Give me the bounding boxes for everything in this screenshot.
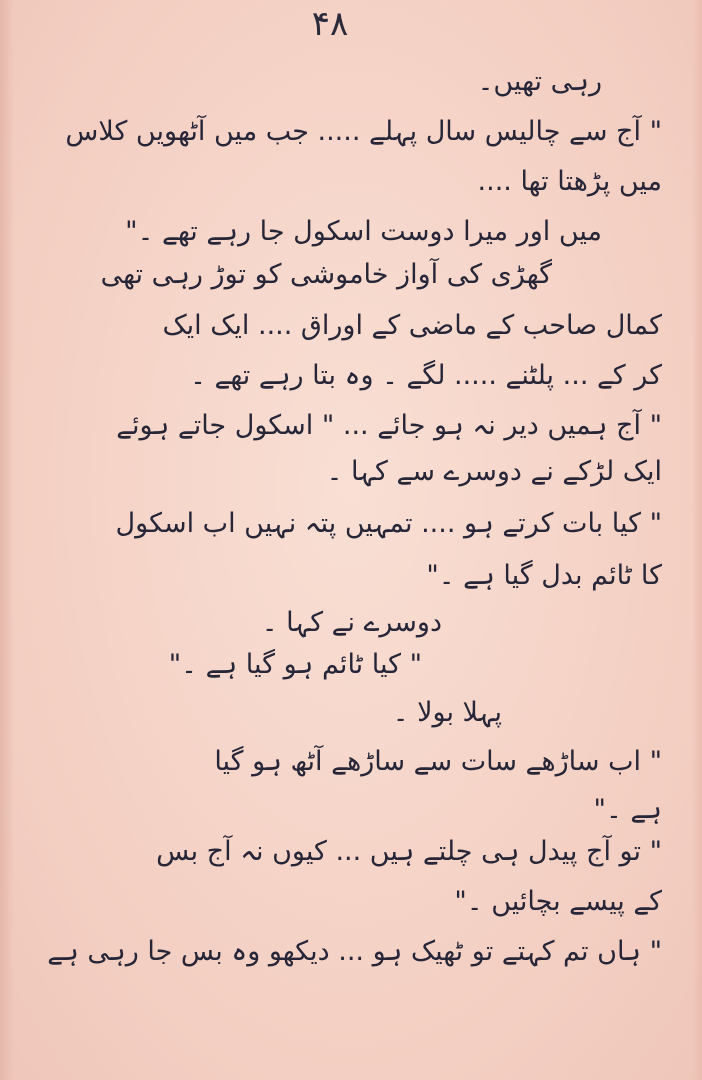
- text-line: میں پڑھتا تھا ....: [477, 166, 662, 197]
- page-number: ۴۸: [311, 4, 349, 44]
- text-line: " ہاں تم کہتے تو ٹھیک ہو ... دیکھو وہ بس جا رہی ہے: [47, 936, 662, 967]
- text-line: کے پیسے بچائیں ۔": [454, 886, 662, 917]
- page-edge-shadow-left: [0, 0, 14, 1080]
- text-line: میں اور میرا دوست اسکول جا رہے تھے ۔": [125, 216, 602, 247]
- page-edge-shadow-right: [692, 0, 702, 1080]
- text-line: " تو آج پیدل ہی چلتے ہیں ... کیوں نہ آج بس: [156, 836, 662, 867]
- text-line: کا ٹائم بدل گیا ہے ۔": [426, 560, 662, 591]
- text-line: رہی تھیں۔: [477, 66, 602, 97]
- text-line: ہے ۔": [593, 794, 662, 825]
- text-line: کر کے ... پلٹنے ..... لگے ۔ وہ بتا رہے تھے ۔: [190, 360, 662, 391]
- text-line: " آج ہمیں دیر نہ ہو جائے ... " اسکول جاتے ہوئے: [116, 410, 662, 441]
- text-line: ایک لڑکے نے دوسرے سے کہا ۔: [326, 456, 662, 487]
- text-line: کمال صاحب کے ماضی کے اوراق .... ایک ایک: [162, 310, 662, 341]
- text-line: دوسرے نے کہا ۔: [261, 607, 442, 638]
- text-line: " کیا بات کرتے ہو .... تمہیں پتہ نہیں اب اسکول: [115, 508, 662, 539]
- text-line: " اب ساڑھے سات سے ساڑھے آٹھ ہو گیا: [214, 746, 662, 777]
- text-line: گھڑی کی آواز خاموشی کو توڑ رہی تھی: [100, 259, 552, 290]
- text-line: " آج سے چالیس سال پہلے ..... جب میں آٹھویں کلاس: [65, 116, 662, 147]
- text-line: " کیا ٹائم ہو گیا ہے ۔": [168, 649, 422, 680]
- text-line: پہلا بولا ۔: [392, 697, 502, 728]
